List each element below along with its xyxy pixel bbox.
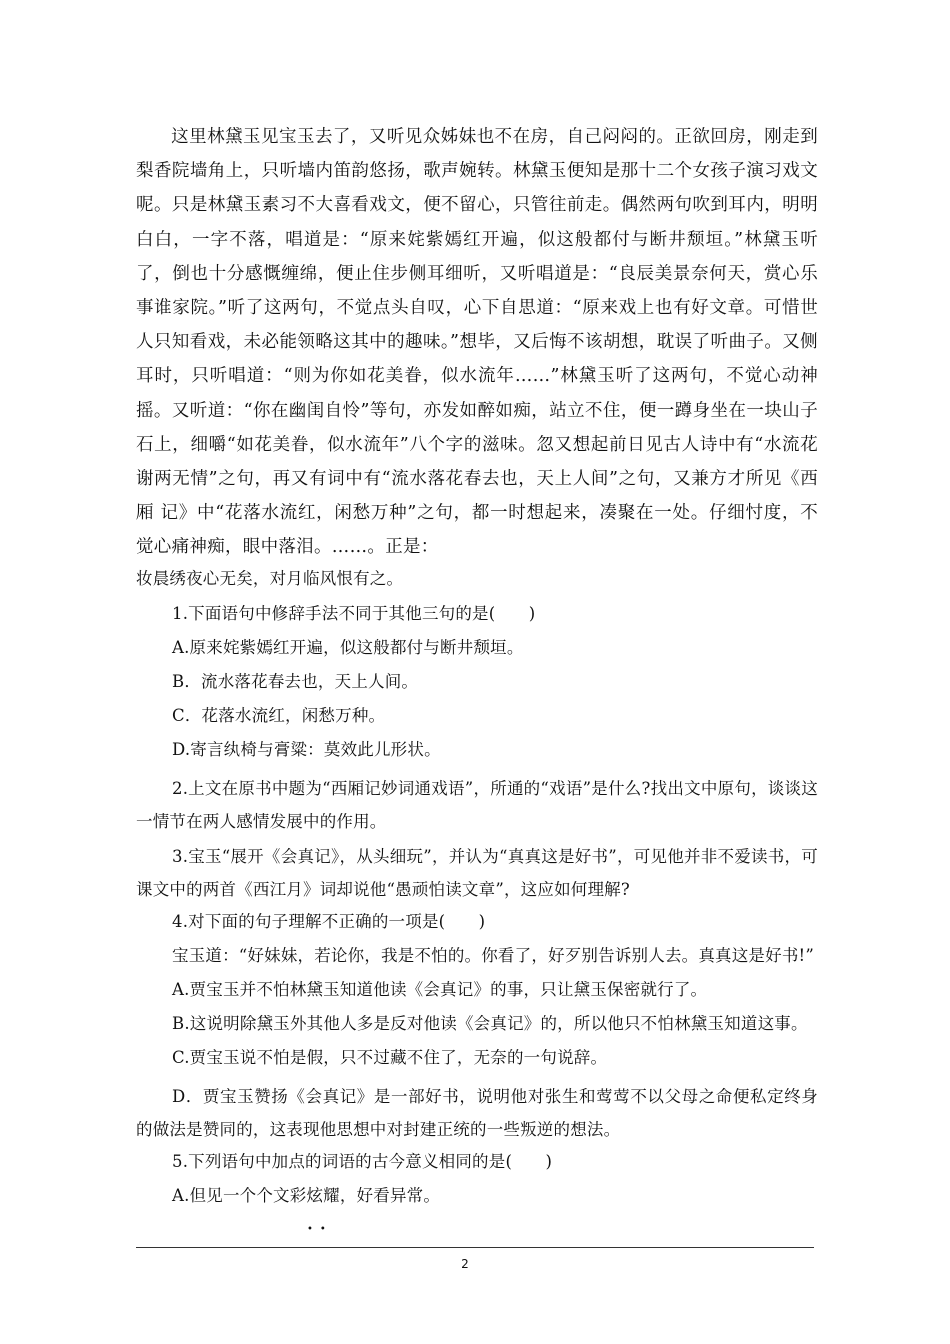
question-3-stem: 3.宝玉“展开《会真记》，从头细玩”，并认为“真真这是好书”，可见他并非不爱读书，可课文中的两首《西江月》词却说他“愚顽怕读文章”，这应如何理解? [136, 847, 818, 899]
passage-paragraph [136, 120, 818, 565]
question-1-option-d: D.寄言纨椅与膏粱：莫效此儿形状。 [172, 740, 441, 759]
question-1-option-b: B．流水落花春去也，天上人间。 [172, 672, 419, 691]
question-1-option-a: A.原来姹紫嫣红开遍，似这般都付与断井颓垣。 [172, 638, 524, 657]
emphasis-dots: •• [307, 1224, 333, 1235]
question-1-option-c: C．花落水流红，闲愁万种。 [172, 706, 386, 725]
question-4-option-b: B.这说明除黛玉外其他人多是反对他读《会真记》的，所以他只不怕林黛玉知道这事。 [172, 1014, 808, 1033]
passage-closing-line: 妆晨绣夜心无矣，对月临风恨有之。 [136, 569, 404, 588]
footer-divider [136, 1247, 814, 1248]
page-number: 2 [461, 1257, 469, 1271]
question-4-option-a: A.贾宝玉并不怕林黛玉知道他读《会真记》的事，只让黛玉保密就行了。 [172, 980, 708, 999]
question-1-stem: 1.下面语句中修辞手法不同于其他三句的是( ) [172, 604, 536, 623]
question-4-quote: 宝玉道：“好妹妹，若论你，我是不怕的。你看了，好歹别告诉别人去。真真这是好书!” [172, 946, 815, 965]
question-4-option-c: C.贾宝玉说不怕是假，只不过藏不住了，无奈的一句说辞。 [172, 1048, 608, 1067]
question-4-option-d: D．贾宝玉赞扬《会真记》是一部好书，说明他对张生和莺莺不以父母之命便私定终身的做法是赞同的，这表现他思想中对封建正统的一些叛逆的想法。 [136, 1087, 818, 1139]
question-4-stem: 4.对下面的句子理解不正确的一项是( ) [172, 912, 486, 931]
passage-text: 这里林黛玉见宝玉去了，又听见众姊妹也不在房，自己闷闷的。正欲回房，刚走到梨香院墙角上，只听墙内笛韵悠扬，歌声婉转。林黛玉便知是那十二个女孩子演习戏文呢。只是林黛玉素习不大喜看戏文，便不留心，只管往前走。偶然两句吹到耳内，明明白白，一字不落，唱道是：“原来姹紫嫣红开遍，似这般都付与断井颓垣。”林黛玉听了，倒也十分感慨缠绵，便止住步侧耳细听，又听唱道是：“良辰美景奈何天，赏心乐事谁家院。”听了这两句，不觉点头自叹，心下自思道：“原来戏上也有好文章。可惜世人只知看戏，未必能领略这其中的趣味。”想毕，又后悔不该胡想，耽误了听曲子。又侧耳时，只听唱道：“则为你如花美眷，似水流年……”林黛玉听了这两句，不觉心动神摇。又听道：“你在幽闺自怜”等句，亦发如醉如痴，站立不住，便一蹲身坐在一块山子石上，细嚼“如花美眷，似水流年”八个字的滋味。忽又想起前日见古人诗中有“水流花谢两无情”之句，再又有词中有“流水落花春去也，天上人间”之句，又兼方才所见《西厢 记》中“花落水流红，闲愁万种”之句，都一时想起来，凑聚在一处。仔细忖度，不觉心痛神痴，眼中落泪。……。正是： [136, 127, 818, 558]
question-5-option-a: A.但见一个个文彩炫耀，好看异常。 [172, 1186, 441, 1205]
question-5-stem: 5.下列语句中加点的词语的古今意义相同的是( ) [172, 1152, 553, 1171]
question-2-stem: 2.上文在原书中题为“西厢记妙词通戏语”，所通的“戏语”是什么?找出文中原句，谈谈这一情节在两人感情发展中的作用。 [136, 779, 818, 831]
